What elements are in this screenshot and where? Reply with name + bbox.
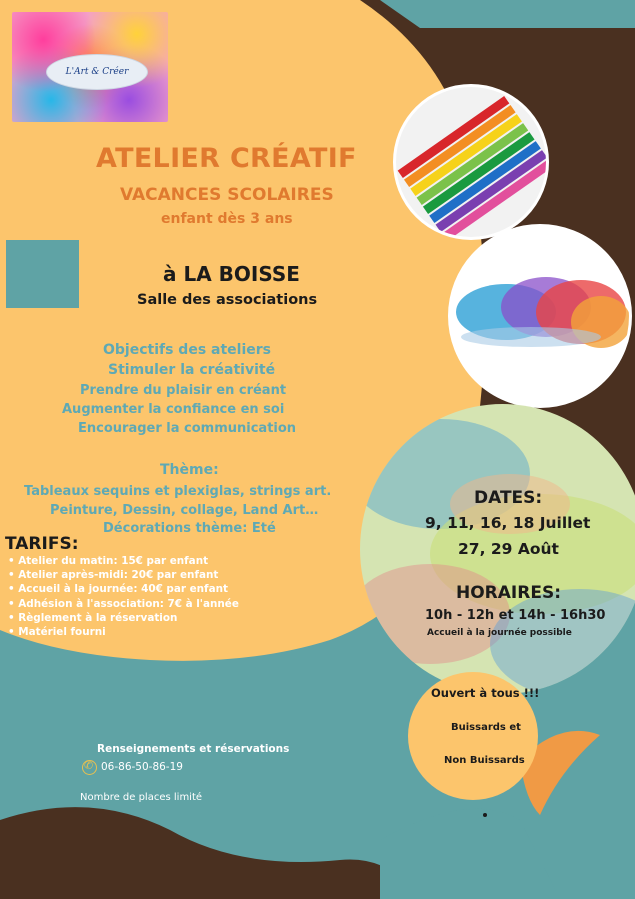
theme-heading: Thème: <box>160 462 219 478</box>
dates-august: 27, 29 Août <box>458 540 559 558</box>
objective-item: Encourager la communication <box>78 421 297 436</box>
age-label: enfant dès 3 ans <box>161 211 293 227</box>
logo-label: L'Art & Créer <box>46 54 148 90</box>
places-limited-note: Nombre de places limité <box>80 792 203 803</box>
tarif-item: • Atelier après-midi: 20€ par enfant <box>8 569 219 582</box>
objectives-heading: Objectifs des ateliers <box>103 342 271 358</box>
dates-july: 9, 11, 16, 18 Juillet <box>425 514 591 532</box>
phone-icon <box>82 760 97 775</box>
tarifs-heading: TARIFS: <box>5 534 79 554</box>
location-place: à LA BOISSE <box>163 262 300 286</box>
objective-item: Stimuler la créativité <box>108 362 276 378</box>
horaires-note: Accueil à la journée possible <box>427 628 572 638</box>
dates-heading: DATES: <box>474 488 543 508</box>
logo-image <box>12 12 168 122</box>
tarif-item: • Matériel fourni <box>8 626 106 639</box>
objective-item: Prendre du plaisir en créant <box>80 383 287 398</box>
tarif-item: • Règlement à la réservation <box>8 611 178 624</box>
page-subtitle: VACANCES SCOLAIRES <box>120 185 334 205</box>
theme-line: Décorations thème: Eté <box>103 521 276 536</box>
open-line-1: Ouvert à tous !!! <box>431 686 540 700</box>
watercolor-illustration <box>451 227 629 405</box>
theme-line: Peinture, Dessin, collage, Land Art… <box>50 503 319 518</box>
contact-phone[interactable]: 06-86-50-86-19 <box>101 761 183 773</box>
location-venue: Salle des associations <box>137 292 318 308</box>
theme-line: Tableaux sequins et plexiglas, strings art. <box>24 484 332 499</box>
open-line-3: Non Buissards <box>444 755 525 766</box>
tarifs-list <box>8 554 239 639</box>
crayons-image <box>393 84 549 240</box>
watercolor-tree-image <box>448 224 632 408</box>
objective-item: Augmenter la confiance en soi <box>62 402 285 417</box>
horaires-times: 10h - 12h et 14h - 16h30 <box>425 608 606 623</box>
contact-heading: Renseignements et réservations <box>97 743 290 755</box>
tarif-item: • Adhésion à l'association: 7€ à l'année <box>8 597 239 610</box>
horaires-heading: HORAIRES: <box>456 583 561 603</box>
open-line-2: Buissards et <box>451 722 521 733</box>
dot-decoration <box>483 813 487 817</box>
tarif-item: • Atelier du matin: 15€ par enfant <box>8 555 209 567</box>
page-title: ATELIER CRÉATIF <box>96 143 357 174</box>
tarif-item: • Accueil à la journée: 40€ par enfant <box>8 583 228 596</box>
crayons-illustration <box>396 87 546 237</box>
teal-square-decoration <box>6 240 79 308</box>
